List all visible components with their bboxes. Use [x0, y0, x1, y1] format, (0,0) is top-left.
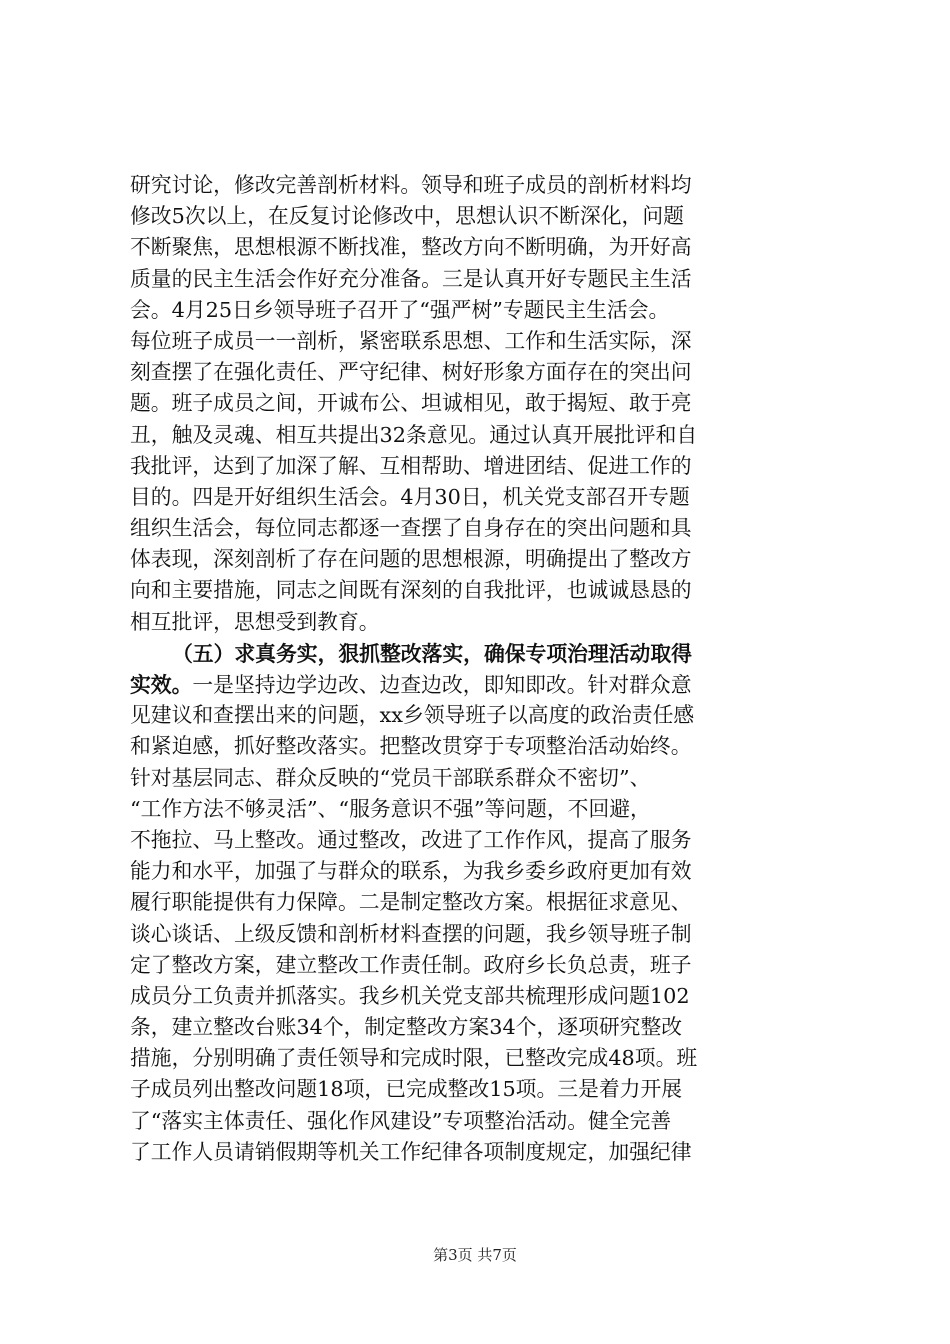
text-line: 会。4月25日乡领导班子召开了“强严树”专题民主生活会。 [130, 297, 670, 322]
text-line: 和紧迫感，抓好整改落实。把整改贯穿于专项整治活动始终。 [130, 734, 692, 759]
text-line: 针对基层同志、群众反映的“党员干部联系群众不密切”、 [130, 765, 651, 790]
section-heading: （五）求真务实，狠抓整改落实，确保专项治理活动取得 [172, 640, 692, 666]
text-line: 每位班子成员一一剖析，紧密联系思想、工作和生活实际，深 [130, 328, 692, 353]
text-span: 一是坚持边学边改、边查边改，即知即改。针对群众意 [192, 673, 692, 697]
text-line: 不拖拉、马上整改。通过整改，改进了工作作风，提高了服务 [130, 827, 692, 852]
text-line: 定了整改方案，建立整改工作责任制。政府乡长负总责，班子 [130, 952, 692, 977]
text-line: 丑，触及灵魂、相互共提出32条意见。通过认真开展批评和自 [130, 422, 698, 447]
text-line: 条，建立整改台账34个，制定整改方案34个，逐项研究整改 [130, 1015, 683, 1040]
text-line: 谈心谈话、上级反馈和剖析材料查摆的问题，我乡领导班子制 [130, 921, 692, 946]
text-line: 措施，分别明确了责任领导和完成时限，已整改完成48项。班 [130, 1046, 698, 1071]
text-line: 相互批评，思想受到教育。 [130, 609, 380, 634]
text-line: 目的。四是开好组织生活会。4月30日，机关党支部召开专题 [130, 484, 690, 509]
text-line: 不断聚焦，思想根源不断找准，整改方向不断明确，为开好高 [130, 235, 692, 260]
text-line: 修改5次以上，在反复讨论修改中，思想认识不断深化，问题 [130, 204, 684, 229]
page-number-label: 第3页 共7页 [433, 1246, 517, 1264]
text-line [130, 669, 830, 700]
section-heading-end: 实效。 [130, 672, 193, 697]
paragraph-section-5 [130, 638, 830, 1168]
text-line: 研究讨论，修改完善剖析材料。领导和班子成员的剖析材料均 [130, 173, 692, 197]
text-line: 刻查摆了在强化责任、严守纪律、树好形象方面存在的突出问 [130, 360, 692, 385]
text-line: 向和主要措施，同志之间既有深刻的自我批评，也诚诚恳恳的 [130, 578, 692, 603]
text-line: 能力和水平，加强了与群众的联系，为我乡委乡政府更加有效 [130, 859, 692, 884]
text-line: 组织生活会，每位同志都逐一查摆了自身存在的突出问题和具 [130, 516, 692, 541]
text-line: 质量的民主生活会作好充分准备。三是认真开好专题民主生活 [130, 266, 692, 291]
text-line: “工作方法不够灵活”、“服务意识不强”等问题，不回避， [130, 796, 651, 821]
text-line: 成员分工负责并抓落实。我乡机关党支部共梳理形成问题102 [130, 983, 690, 1008]
paragraph-continued [130, 170, 830, 638]
text-line: 了“落实主体责任、强化作风建设”专项整治活动。健全完善 [130, 1108, 672, 1133]
text-line: 见建议和查摆出来的问题，xx乡领导班子以高度的政治责任感 [130, 703, 695, 728]
text-line: 了工作人员请销假期等机关工作纪律各项制度规定，加强纪律 [130, 1139, 692, 1164]
document-body [130, 170, 830, 1168]
text-line: 体表现，深刻剖析了存在问题的思想根源，明确提出了整改方 [130, 547, 692, 572]
text-line: 题。班子成员之间，开诚布公、坦诚相见，敢于揭短、敢于亮 [130, 391, 692, 416]
text-line: 履行职能提供有力保障。二是制定整改方案。根据征求意见、 [130, 890, 692, 915]
text-line: 我批评，达到了加深了解、互相帮助、增进团结、促进工作的 [130, 453, 692, 478]
page-footer [0, 1245, 950, 1265]
text-line: 子成员列出整改问题18项，已完成整改15项。三是着力开展 [130, 1077, 683, 1102]
